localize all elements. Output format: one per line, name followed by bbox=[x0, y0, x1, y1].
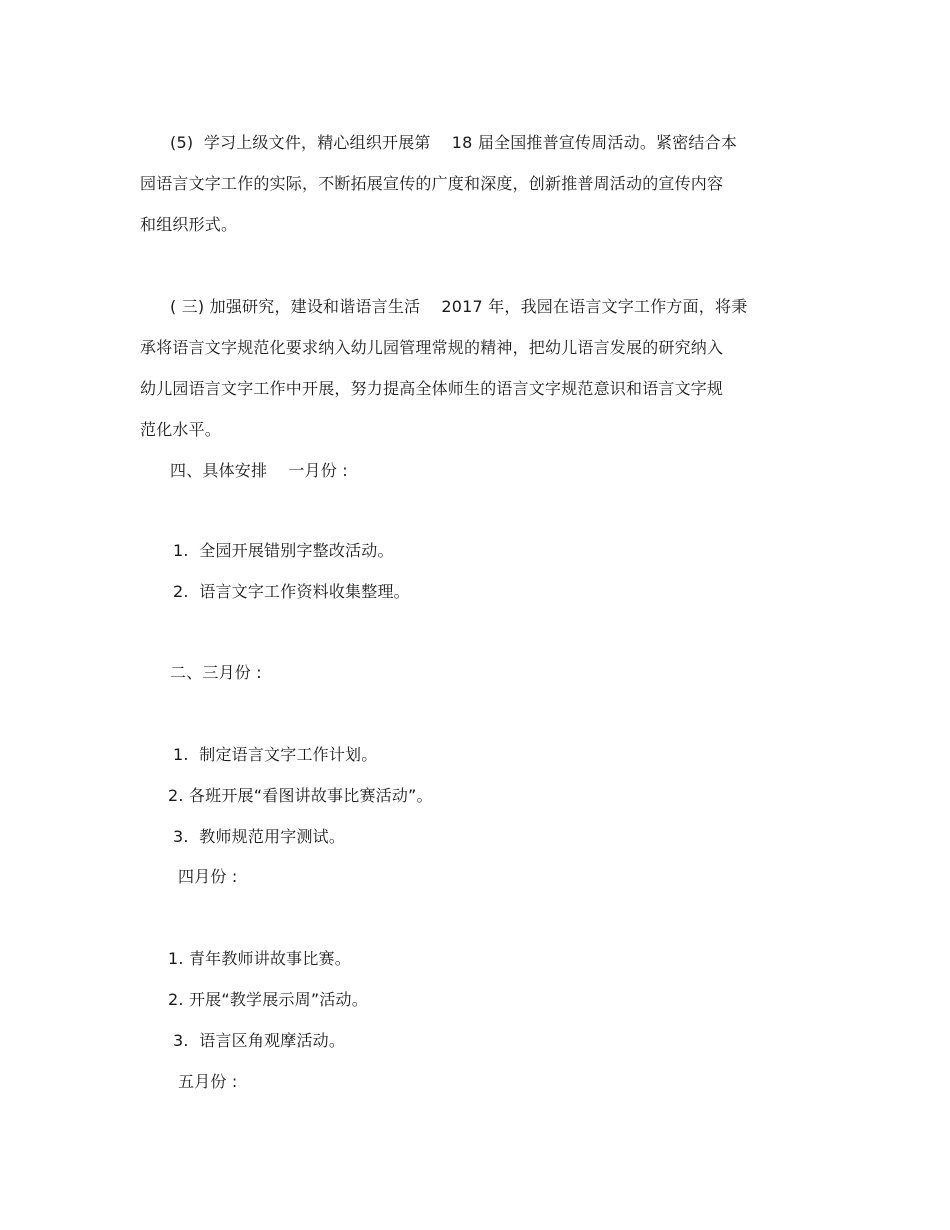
section-heading: 五月份 : bbox=[178, 1072, 238, 1091]
list-item: 1. 青年教师讲故事比赛。 bbox=[168, 949, 351, 968]
list-item: 2. 各班开展“看图讲故事比赛活动”。 bbox=[168, 786, 433, 805]
paragraph-line: 幼儿园语言文字工作中开展，努力提高全体师生的语言文字规范意识和语言文字规 bbox=[140, 379, 724, 398]
paragraph-line: 园语言文字工作的实际，不断拓展宣传的广度和深度，创新推普周活动的宣传内容 bbox=[140, 174, 724, 193]
paragraph-line: ( 三) 加强研究，建设和谐语言生活 2017 年，我园在语言文字工作方面，将秉 bbox=[170, 297, 748, 316]
paragraph-line: (5) 学习上级文件，精心组织开展第 18 届全国推普宣传周活动。紧密结合本 bbox=[170, 133, 738, 152]
section-heading: 四月份 : bbox=[178, 867, 238, 886]
list-item: 1. 制定语言文字工作计划。 bbox=[173, 745, 378, 764]
list-item: 3. 教师规范用字测试。 bbox=[173, 827, 346, 846]
list-item: 1. 全园开展错别字整改活动。 bbox=[173, 541, 394, 560]
paragraph-line: 范化水平。 bbox=[140, 420, 222, 439]
list-item: 3. 语言区角观摩活动。 bbox=[173, 1031, 346, 1050]
paragraph-line: 和组织形式。 bbox=[140, 215, 238, 234]
section-heading: 二、三月份 : bbox=[170, 663, 262, 682]
list-item: 2. 开展“教学展示周”活动。 bbox=[168, 990, 368, 1009]
section-heading: 四、具体安排 一月份 : bbox=[170, 461, 348, 480]
paragraph-line: 承将语言文字规范化要求纳入幼儿园管理常规的精神，把幼儿语言发展的研究纳入 bbox=[140, 338, 724, 357]
list-item: 2. 语言文字工作资料收集整理。 bbox=[173, 582, 410, 601]
